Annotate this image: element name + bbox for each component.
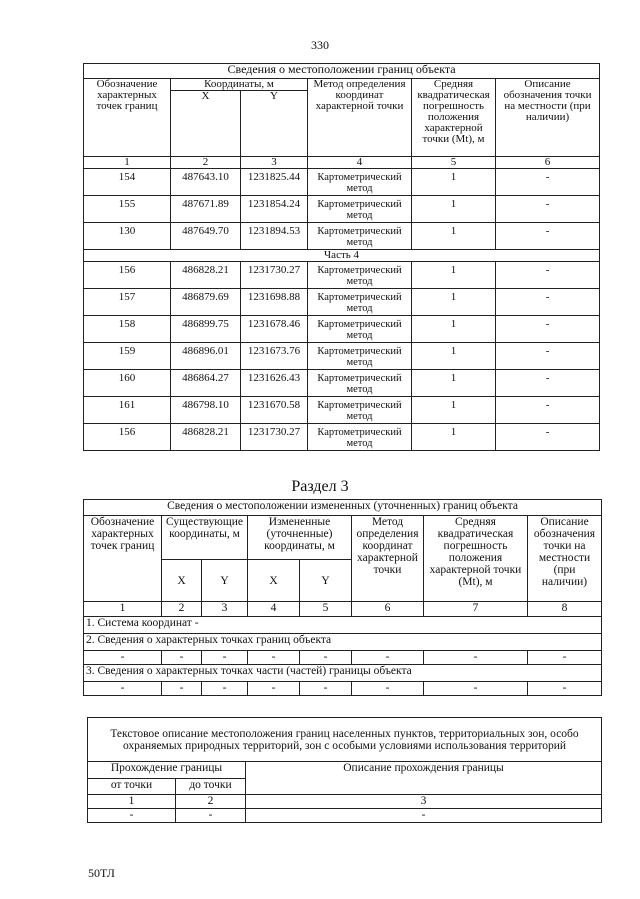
section2-values-row [84, 651, 602, 665]
y-coordinate-cell: 1231730.27 [241, 424, 308, 451]
header-description: Описание обозначения точки на местности (при наличии) [496, 79, 600, 157]
section2-row: 2. Сведения о характерных точках границ объекта [84, 634, 602, 651]
accuracy-cell: 1 [412, 397, 496, 424]
table-row [88, 809, 602, 823]
from-point-value: - [88, 809, 176, 823]
header-passage-description: Описание прохождения границы [246, 762, 602, 795]
column-number: 6 [352, 602, 424, 617]
column-number: 7 [424, 602, 528, 617]
header-point-designation: Обозначение характерных точек границ [84, 516, 162, 602]
value-cell: - [424, 682, 528, 696]
x-coordinate-cell: 486899.75 [171, 316, 241, 343]
description-cell: - [496, 169, 600, 196]
section3-values-row [84, 682, 602, 696]
header-boundary-passage: Прохождение границы [88, 762, 246, 779]
footer-code: 50ТЛ [88, 866, 115, 880]
column-number: 1 [84, 602, 162, 617]
method-cell: Картометрический метод [308, 316, 412, 343]
column-number: 4 [248, 602, 300, 617]
column-number: 3 [241, 157, 308, 169]
header-method: Метод определения координат характерной точки [352, 516, 424, 602]
y-coordinate-cell: 1231698.88 [241, 289, 308, 316]
header-point-designation: Обозначение характерных точек границ [84, 79, 171, 157]
column-numbers-row [84, 157, 600, 169]
description-cell: - [496, 223, 600, 250]
point-cell: 159 [84, 343, 171, 370]
method-cell: Картометрический метод [308, 289, 412, 316]
value-cell: - [202, 651, 248, 665]
header-x: X [162, 560, 202, 602]
method-cell: Картометрический метод [308, 262, 412, 289]
y-coordinate-cell: 1231854.24 [241, 196, 308, 223]
method-cell: Картометрический метод [308, 397, 412, 424]
point-cell: 154 [84, 169, 171, 196]
header-accuracy: Средняя квадратическая погрешность положения характерной точки (Mt), м [424, 516, 528, 602]
description-cell: - [496, 316, 600, 343]
header-changed-coords: Измененные (уточненные) координаты, м [248, 516, 352, 560]
value-cell: - [248, 682, 300, 696]
point-cell: 161 [84, 397, 171, 424]
x-coordinate-cell: 486828.21 [171, 262, 241, 289]
x-coordinate-cell: 487649.70 [171, 223, 241, 250]
description-cell: - [496, 196, 600, 223]
value-cell: - [352, 682, 424, 696]
x-coordinate-cell: 486896.01 [171, 343, 241, 370]
header-description: Описание обозначения точки на местности (при наличии) [528, 516, 602, 602]
table3-title: Текстовое описание местоположения границ населенных пунктов, территориальных зон, особо охраняемых природных территорий, зон с особыми условиями использования территорий [88, 718, 602, 762]
method-cell: Картометрический метод [308, 196, 412, 223]
header-method: Метод определения координат характерной точки [308, 79, 412, 157]
table2-title: Сведения о местоположении измененных (уточненных) границ объекта [84, 500, 602, 516]
value-cell: - [84, 682, 162, 696]
method-cell: Картометрический метод [308, 343, 412, 370]
x-coordinate-cell: 486879.69 [171, 289, 241, 316]
y-coordinate-cell: 1231894.53 [241, 223, 308, 250]
table-row [84, 316, 600, 343]
accuracy-cell: 1 [412, 424, 496, 451]
method-cell: Картометрический метод [308, 223, 412, 250]
accuracy-cell: 1 [412, 343, 496, 370]
method-cell: Картометрический метод [308, 169, 412, 196]
column-numbers-row [84, 602, 602, 617]
to-point-value: - [176, 809, 246, 823]
column-number: 3 [202, 602, 248, 617]
point-cell: 156 [84, 424, 171, 451]
y-coordinate-cell: 1231670.58 [241, 397, 308, 424]
header-x: X [171, 91, 241, 157]
header-coordinates: Координаты, м [171, 79, 308, 91]
header-y: Y [202, 560, 248, 602]
value-cell: - [424, 651, 528, 665]
point-cell: 158 [84, 316, 171, 343]
column-number: 8 [528, 602, 602, 617]
x-coordinate-cell: 486864.27 [171, 370, 241, 397]
value-cell: - [528, 682, 602, 696]
table-row [84, 343, 600, 370]
header-accuracy: Средняя квадратическая погрешность положения характерной точки (Mt), м [412, 79, 496, 157]
value-cell: - [84, 651, 162, 665]
accuracy-cell: 1 [412, 223, 496, 250]
column-number: 2 [176, 795, 246, 809]
value-cell: - [300, 651, 352, 665]
y-coordinate-cell: 1231673.76 [241, 343, 308, 370]
accuracy-cell: 1 [412, 289, 496, 316]
column-number: 4 [308, 157, 412, 169]
column-numbers-row [88, 795, 602, 809]
table-row [84, 424, 600, 451]
description-cell: - [496, 343, 600, 370]
value-cell: - [300, 682, 352, 696]
x-coordinate-cell: 487643.10 [171, 169, 241, 196]
value-cell: - [202, 682, 248, 696]
table-row [84, 262, 600, 289]
section-heading: Раздел 3 [291, 478, 349, 495]
description-cell: - [496, 370, 600, 397]
table-row [84, 370, 600, 397]
column-number: 2 [171, 157, 241, 169]
accuracy-cell: 1 [412, 169, 496, 196]
value-cell: - [528, 651, 602, 665]
header-to-point: до точки [176, 779, 246, 795]
y-coordinate-cell: 1231678.46 [241, 316, 308, 343]
section3-row: 3. Сведения о характерных точках части (частей) границы объекта [84, 665, 602, 682]
boundary-location-table [83, 63, 600, 451]
point-cell: 157 [84, 289, 171, 316]
accuracy-cell: 1 [412, 370, 496, 397]
method-cell: Картометрический метод [308, 370, 412, 397]
column-number: 3 [246, 795, 602, 809]
x-coordinate-cell: 487671.89 [171, 196, 241, 223]
point-cell: 130 [84, 223, 171, 250]
accuracy-cell: 1 [412, 196, 496, 223]
point-cell: 160 [84, 370, 171, 397]
column-number: 5 [412, 157, 496, 169]
column-number: 6 [496, 157, 600, 169]
x-coordinate-cell: 486798.10 [171, 397, 241, 424]
header-x: X [248, 560, 300, 602]
accuracy-cell: 1 [412, 316, 496, 343]
table-row [84, 196, 600, 223]
part-label: Часть 4 [84, 250, 600, 262]
y-coordinate-cell: 1231825.44 [241, 169, 308, 196]
page-number: 330 [311, 38, 329, 52]
accuracy-cell: 1 [412, 262, 496, 289]
table-row [84, 169, 600, 196]
x-coordinate-cell: 486828.21 [171, 424, 241, 451]
y-coordinate-cell: 1231626.43 [241, 370, 308, 397]
column-number: 5 [300, 602, 352, 617]
point-cell: 156 [84, 262, 171, 289]
table-row [84, 397, 600, 424]
header-y: Y [300, 560, 352, 602]
description-cell: - [496, 262, 600, 289]
changed-boundaries-table [83, 499, 602, 696]
table-row [84, 223, 600, 250]
text-description-table [87, 717, 602, 823]
value-cell: - [248, 651, 300, 665]
coordinate-system-row: 1. Система координат - [84, 617, 602, 634]
value-cell: - [162, 651, 202, 665]
header-y: Y [241, 91, 308, 157]
value-cell: - [352, 651, 424, 665]
value-cell: - [162, 682, 202, 696]
description-cell: - [496, 397, 600, 424]
header-from-point: от точки [88, 779, 176, 795]
table-row [84, 289, 600, 316]
column-number: 1 [84, 157, 171, 169]
column-number: 2 [162, 602, 202, 617]
passage-description-value: - [246, 809, 602, 823]
description-cell: - [496, 424, 600, 451]
header-existing-coords: Существующие координаты, м [162, 516, 248, 560]
table1-title: Сведения о местоположении границ объекта [84, 64, 600, 79]
y-coordinate-cell: 1231730.27 [241, 262, 308, 289]
description-cell: - [496, 289, 600, 316]
method-cell: Картометрический метод [308, 424, 412, 451]
column-number: 1 [88, 795, 176, 809]
point-cell: 155 [84, 196, 171, 223]
